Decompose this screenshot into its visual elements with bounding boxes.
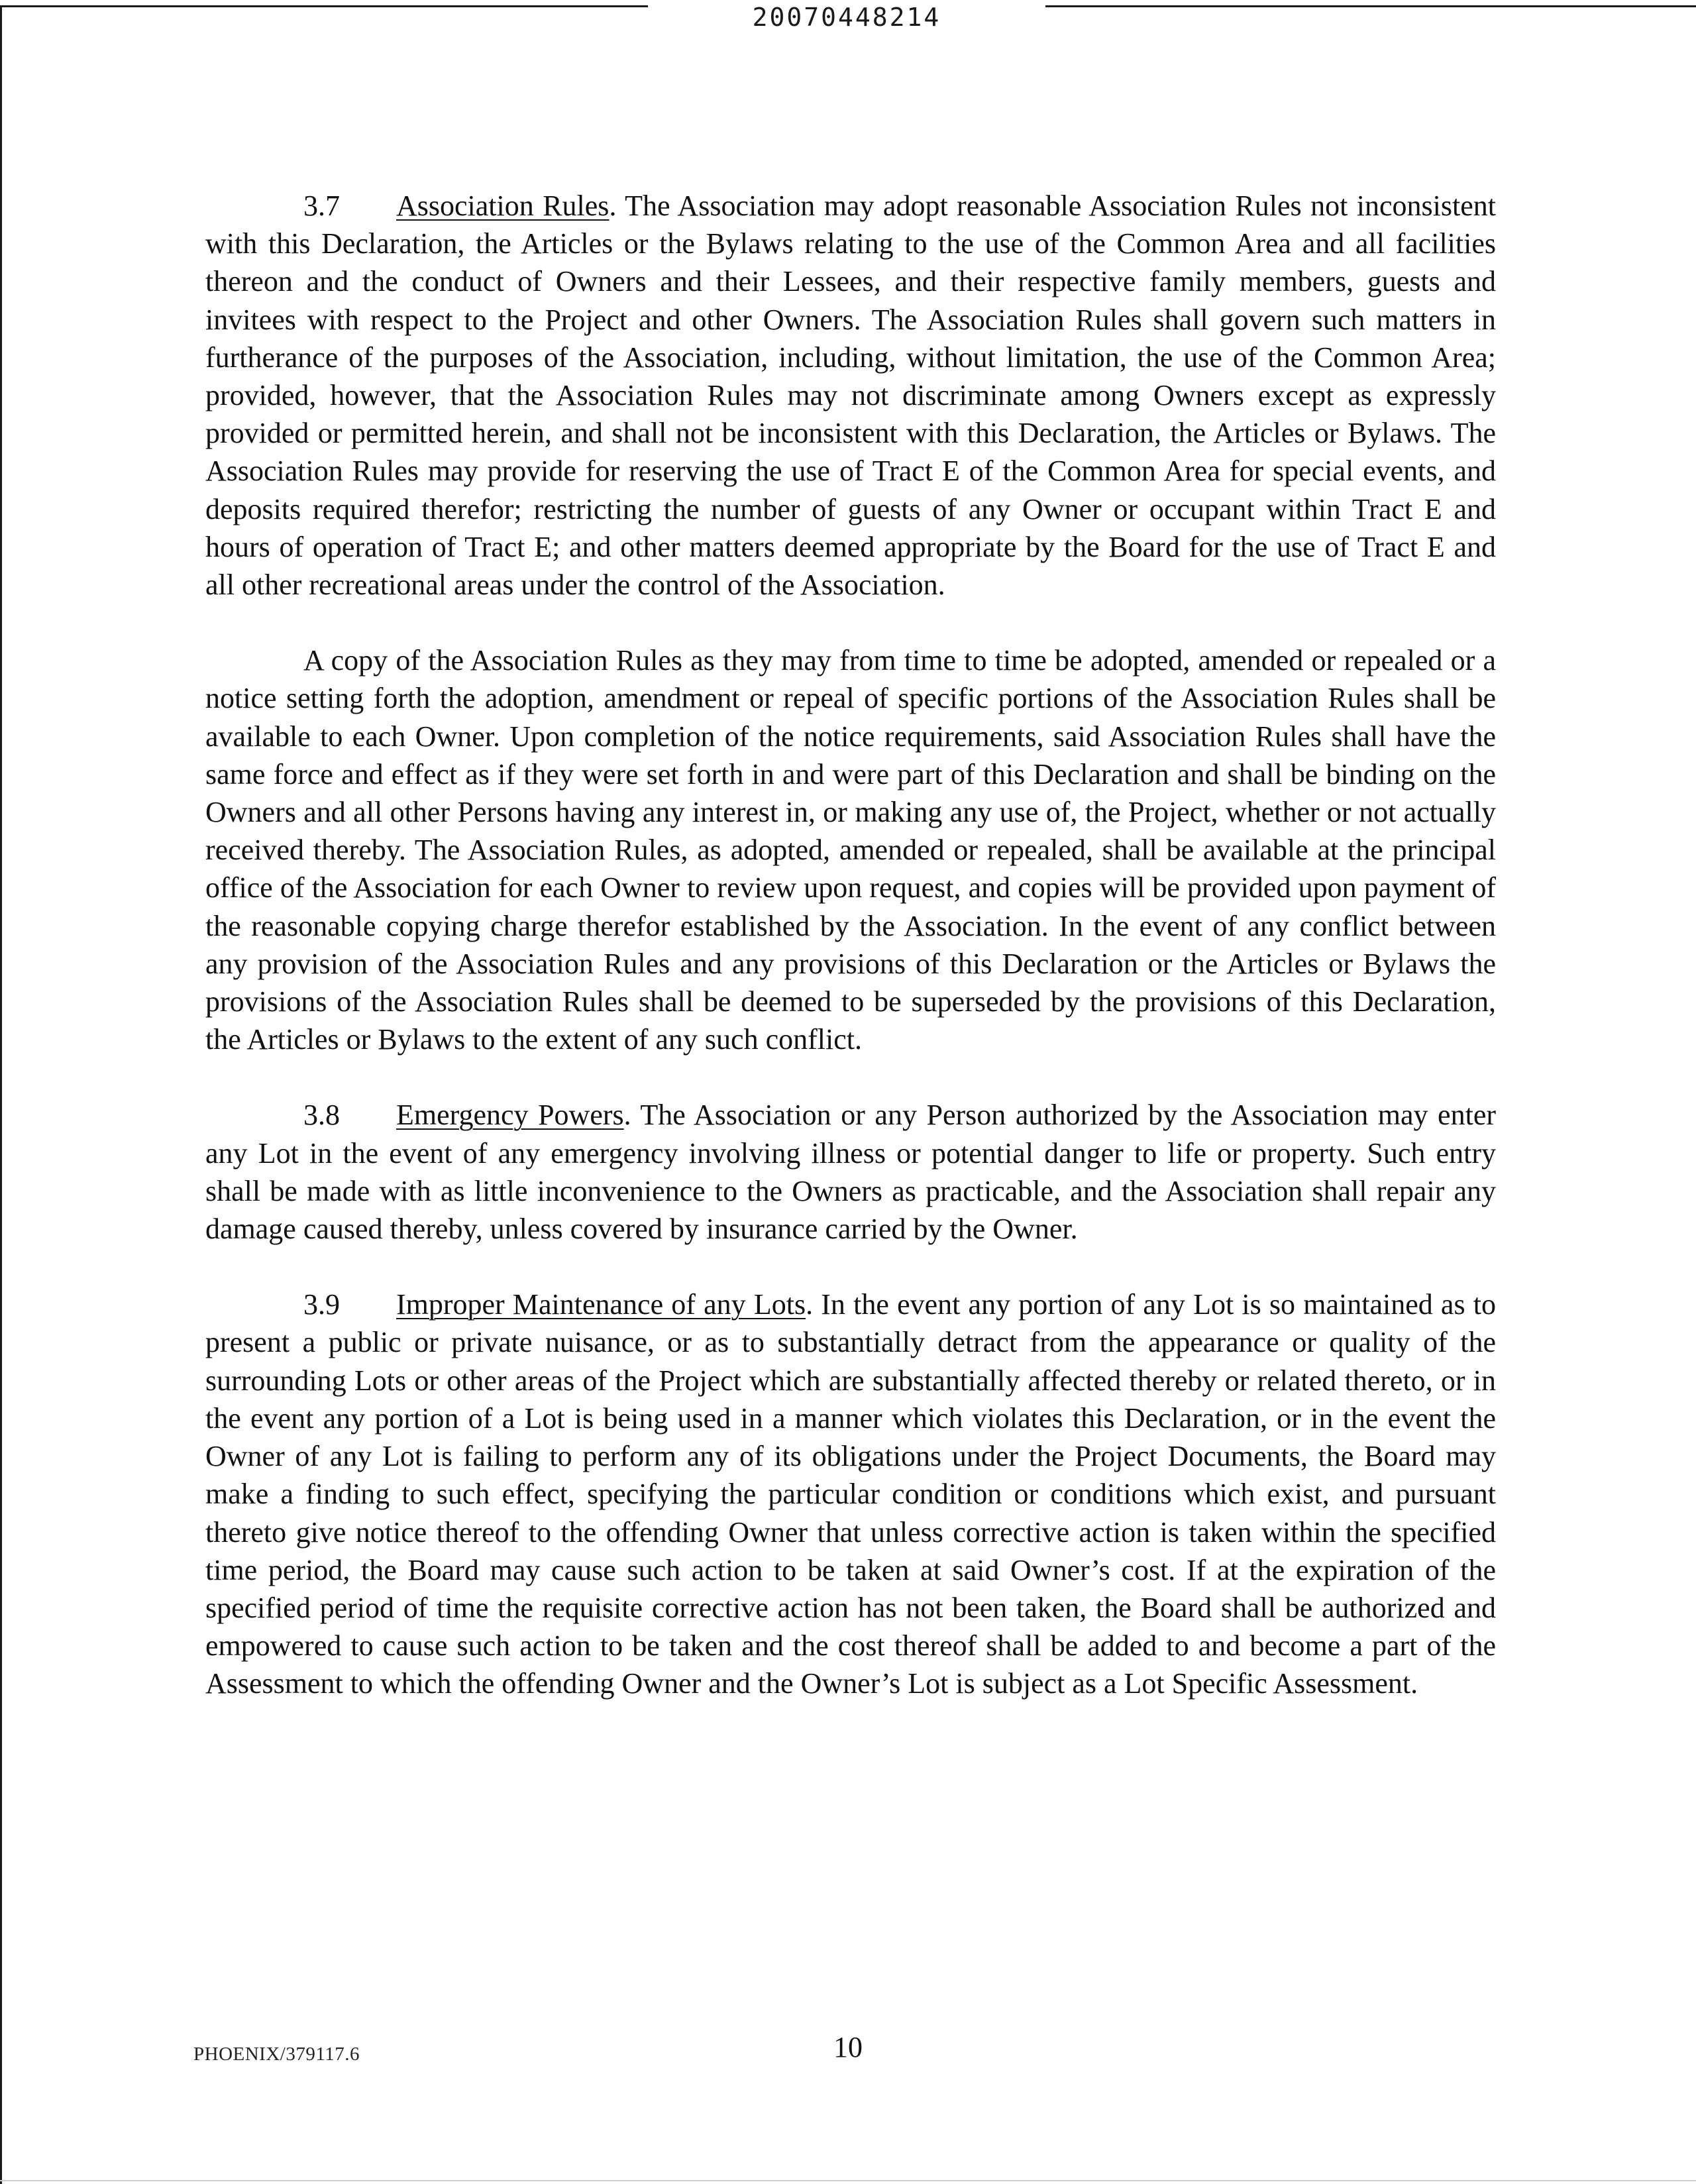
section-3-9 xyxy=(205,1285,1496,1702)
footer-document-id: PHOENIX/379117.6 xyxy=(193,2044,360,2065)
left-margin-rule xyxy=(0,5,2,2184)
header-rule-right xyxy=(1045,5,1696,7)
section-number: 3.7 xyxy=(303,190,340,222)
section-body: . The Association or any Person authorized by the Association may enter any Lot in the event of any emergency involving illness or potential danger to life or property. Such entry shall be made with as little inconvenience to the Owners as practicable, and the Association shall repair any damage caused thereby, unless covered by insurance carried by the Owner. xyxy=(205,1099,1496,1246)
section-number: 3.8 xyxy=(303,1099,340,1132)
page-number: 10 xyxy=(833,2031,863,2063)
section-body: . In the event any portion of any Lot is so maintained as to present a public or private nuisance, or as to substantially detract from the appearance or quality of the surrounding Lots or other areas of the Project which are substantially affected thereby or related thereto, or in the event any portion of a Lot is being used in a manner which violates this Declaration, or in the event the Owner of any Lot is failing to perform any of its obligations under the Project Documents, the Board may make a finding to such effect, specifying the particular condition or conditions which exist, and pursuant thereto give notice thereof to the offending Owner that unless corrective action is taken within the specified time period, the Board may cause such action to be taken at said Owner’s cost. If at the expiration of the specified period of time the requisite corrective action has not been taken, the Board shall be authorized and empowered to cause such action to be taken and the cost thereof shall be added to and become a part of the Assessment to which the offending Owner and the Owner’s Lot is subject as a Lot Specific Assessment. xyxy=(205,1288,1496,1700)
section-3-7 xyxy=(205,187,1496,604)
section-body: . The Association may adopt reasonable Association Rules not inconsistent with this Declaration, the Articles or the Bylaws relating to the use of the Common Area and all facilities thereon and the conduct of Owners and their Lessees, and their respective family members, guests and invitees with respect to the Project and other Owners. The Association Rules shall govern such matters in furtherance of the purposes of the Association, including, without limitation, the use of the Common Area; provided, however, that the Association Rules may not discriminate among Owners except as expressly provided or permitted herein, and shall not be inconsistent with this Declaration, the Articles or Bylaws. The Association Rules may provide for reserving the use of Tract E of the Common Area for special events, and deposits required therefor; restricting the number of guests of any Owner or occupant within Tract E and hours of operation of Tract E; and other matters deemed appropriate by the Board for the use of Tract E and all other recreational areas under the control of the Association. xyxy=(205,190,1497,602)
header-rule-left xyxy=(0,5,648,7)
recording-number: 20070448214 xyxy=(752,3,941,32)
section-title: Improper Maintenance of any Lots xyxy=(396,1288,806,1321)
section-title: Association Rules xyxy=(396,190,610,222)
bottom-edge-rule xyxy=(0,2180,1696,2181)
document-body xyxy=(205,187,1496,1741)
section-title: Emergency Powers xyxy=(396,1099,624,1132)
section-3-7-continued xyxy=(205,641,1496,1058)
section-3-8 xyxy=(205,1096,1496,1248)
section-body: A copy of the Association Rules as they may from time to time be adopted, amended or repealed or a notice setting forth the adoption, amendment or repeal of specific portions of the Association Rules shall be available to each Owner. Upon completion of the notice requirements, said Association Rules shall have the same force and effect as if they were set forth in and were part of this Declaration and shall be binding on the Owners and all other Persons having any interest in, or making any use of, the Project, whether or not actually received thereby. The Association Rules, as adopted, amended or repealed, shall be available at the principal office of the Association for each Owner to review upon request, and copies will be provided upon payment of the reasonable copying charge therefor established by the Association. In the event of any conflict between any provision of the Association Rules and any provisions of this Declaration or the Articles or Bylaws the provisions of the Association Rules shall be deemed to be superseded by the provisions of this Declaration, the Articles or Bylaws to the extent of any such conflict. xyxy=(205,644,1496,1056)
section-number: 3.9 xyxy=(303,1288,340,1321)
